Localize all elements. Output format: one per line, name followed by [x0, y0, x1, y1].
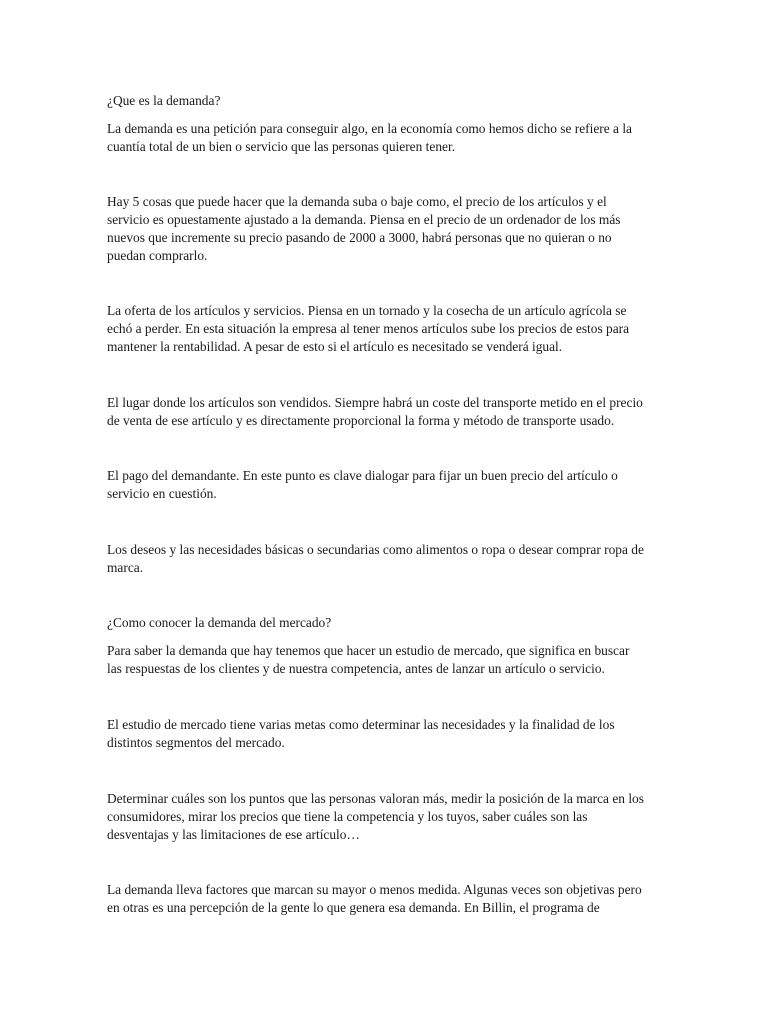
text-line: mantener la rentabilidad. A pesar de esto si el artículo es necesitado se venderá igual. — [107, 339, 563, 354]
text-line: Hay 5 cosas que puede hacer que la demanda suba o baje como, el precio de los artículos y el — [107, 194, 607, 209]
text-line: puedan comprarlo. — [107, 248, 208, 263]
text-line: Los deseos y las necesidades básicas o secundarias como alimentos o ropa o desear comprar ropa de — [107, 542, 644, 557]
text-line: Para saber la demanda que hay tenemos que hacer un estudio de mercado, que significa en buscar — [107, 643, 630, 658]
text-line: El lugar donde los artículos son vendidos. Siempre habrá un coste del transporte metido en el precio — [107, 395, 643, 410]
text-line: La oferta de los artículos y servicios. Piensa en un tornado y la cosecha de un artículo agrícola se — [107, 303, 627, 318]
text-line: en otras es una percepción de la gente lo que genera esa demanda. En Billin, el programa de — [107, 900, 600, 915]
paragraph-precio — [107, 193, 667, 265]
text-line: El pago del demandante. En este punto es clave dialogar para fijar un buen precio del artículo o — [107, 468, 618, 483]
text-line: echó a perder. En esta situación la empresa al tener menos artículos sube los precios de estos para — [107, 321, 630, 336]
heading-como-conocer-la-demanda: ¿Como conocer la demanda del mercado? — [107, 615, 332, 630]
paragraph-lugar — [107, 394, 667, 430]
paragraph-determinar — [107, 790, 667, 844]
text-line: Determinar cuáles son los puntos que las personas valoran más, medir la posición de la marca en los — [107, 791, 644, 806]
text-line: consumidores, mirar los precios que tiene la competencia y los tuyos, saber cuáles son las — [107, 809, 588, 824]
paragraph-oferta — [107, 302, 667, 356]
text-line: de venta de ese artículo y es directamente proporcional la forma y método de transporte usado. — [107, 413, 615, 428]
text-line: distintos segmentos del mercado. — [107, 735, 285, 750]
text-line: desventajas y las limitaciones de ese artículo… — [107, 827, 360, 842]
text-line: El estudio de mercado tiene varias metas como determinar las necesidades y la finalidad de los — [107, 717, 615, 732]
text-line: servicio en cuestión. — [107, 486, 217, 501]
text-line: marca. — [107, 560, 144, 575]
paragraph-estudio-mercado — [107, 642, 667, 678]
heading-que-es-la-demanda: ¿Que es la demanda? — [107, 93, 221, 108]
text-line: cuantía total de un bien o servicio que las personas quieren tener. — [107, 139, 456, 154]
paragraph-metas — [107, 716, 667, 752]
text-line: las respuestas de los clientes y de nuestra competencia, antes de lanzar un artículo o servicio. — [107, 661, 605, 676]
text-line: nuevos que incremente su precio pasando de 2000 a 3000, habrá personas que no quieran o no — [107, 230, 612, 245]
text-line: La demanda lleva factores que marcan su mayor o menos medida. Algunas veces son objetivas pero — [107, 882, 642, 897]
text-line: La demanda es una petición para conseguir algo, en la economía como hemos dicho se refiere a la — [107, 121, 632, 136]
paragraph-definicion-demanda — [107, 120, 667, 156]
text-line: servicio es opuestamente ajustado a la demanda. Piensa en el precio de un ordenador de los más — [107, 212, 621, 227]
paragraph-pago — [107, 467, 667, 503]
paragraph-factores — [107, 881, 667, 917]
paragraph-deseos — [107, 541, 667, 577]
